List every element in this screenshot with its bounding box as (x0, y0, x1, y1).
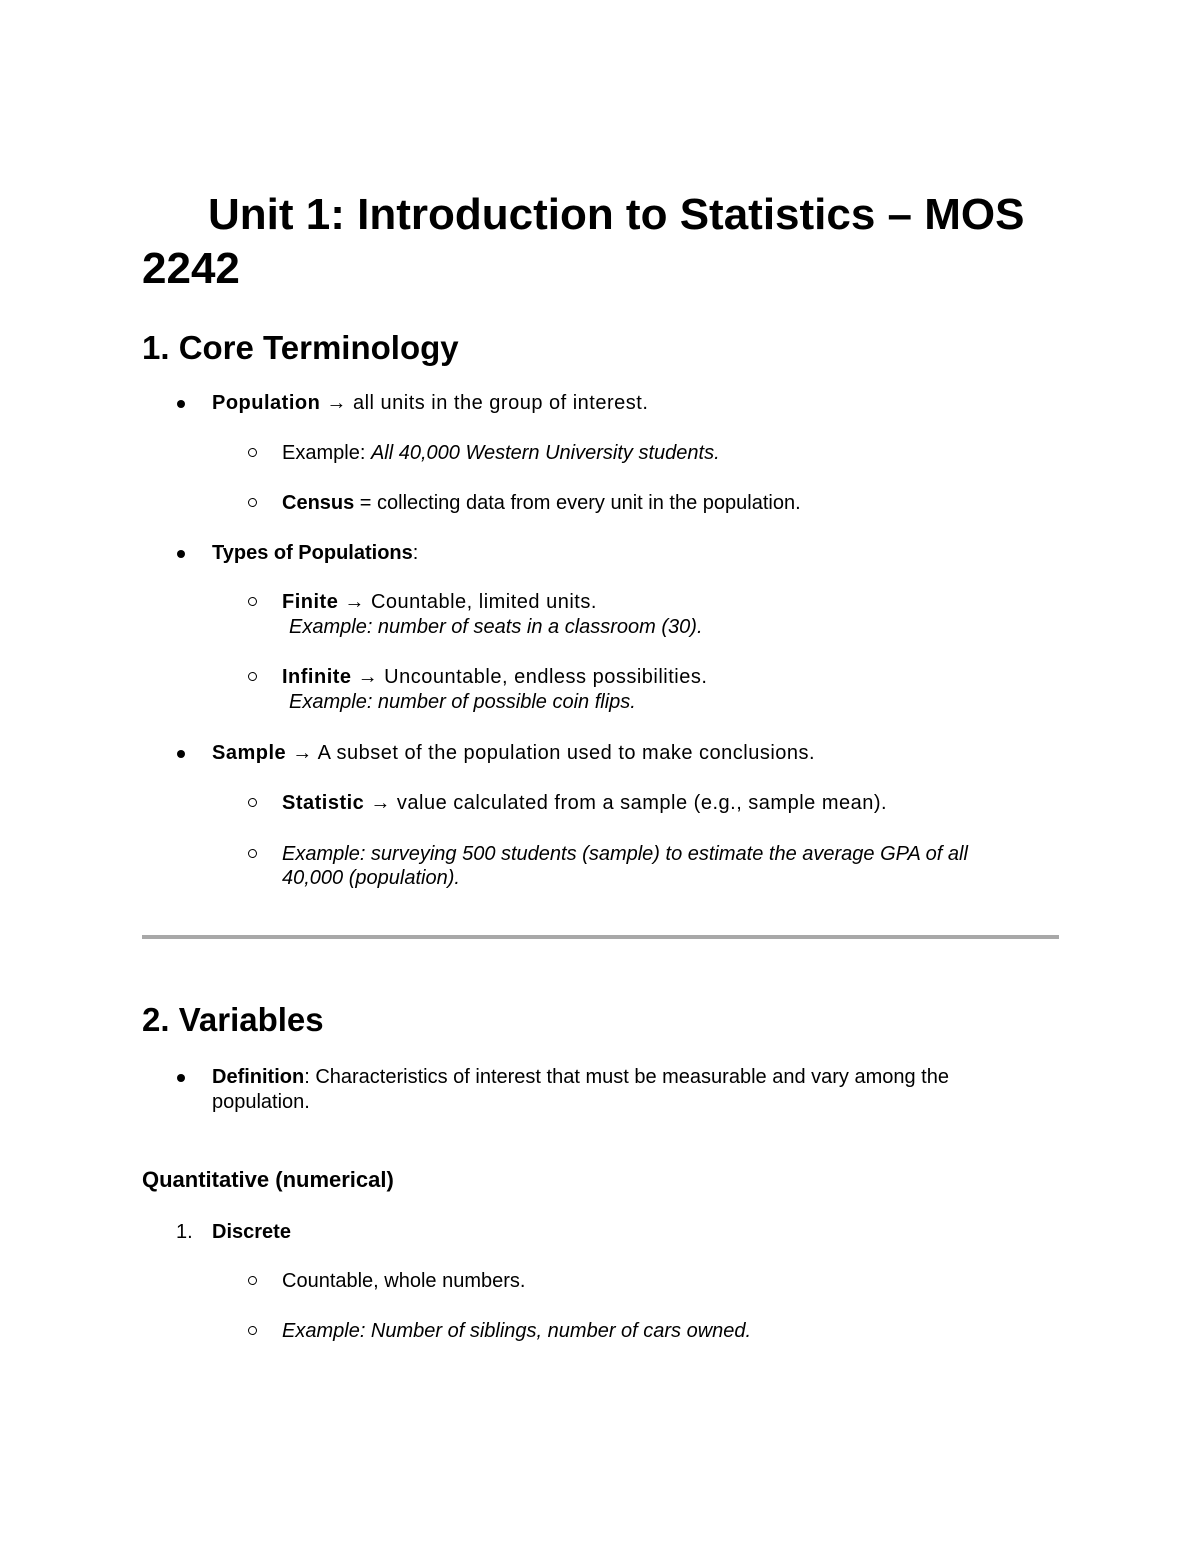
list-number: 1. (176, 1221, 193, 1243)
term-census: Census (282, 492, 355, 514)
sub-item-census (282, 490, 801, 516)
discrete-item-example: Example: Number of siblings, number of cars owned. (282, 1320, 752, 1342)
sample-example-line-2: 40,000 (population). (282, 867, 460, 889)
term-types-of-populations: Types of Populations (212, 542, 413, 564)
list-item-types-of-populations (212, 540, 418, 566)
bullet-circle-icon (248, 498, 257, 507)
bullet-dot-icon (177, 400, 185, 408)
subheading-quantitative: Quantitative (numerical) (142, 1167, 394, 1192)
sample-example-line-1: Example: surveying 500 students (sample) to estimate the average GPA of all (282, 843, 968, 865)
list-item-population (212, 390, 648, 416)
term-discrete: Discrete (212, 1221, 291, 1243)
definition-text-line-1: : Characteristics of interest that must be measurable and vary among the (304, 1066, 949, 1088)
term-infinite: Infinite (282, 666, 352, 688)
example-label: Example: (282, 442, 371, 464)
discrete-item-countable: Countable, whole numbers. (282, 1270, 526, 1292)
bullet-circle-icon (248, 1276, 257, 1285)
definition-finite: → Countable, limited units. (338, 591, 597, 613)
sub-item-population-example (282, 440, 720, 466)
sub-item-infinite (282, 664, 707, 690)
list-item-sample (212, 740, 815, 766)
bullet-circle-icon (248, 1326, 257, 1335)
section-heading-core-terminology: 1. Core Terminology (142, 329, 459, 366)
definition-text-line-2: population. (212, 1091, 310, 1113)
section-heading-variables: 2. Variables (142, 1001, 324, 1038)
term-population: Population (212, 392, 321, 414)
finite-example: Example: number of seats in a classroom (30). (289, 616, 703, 638)
definition-statistic: → value calculated from a sample (e.g., sample mean). (364, 792, 888, 814)
bullet-circle-icon (248, 597, 257, 606)
definition-population: → all units in the group of interest. (320, 392, 649, 414)
bullet-dot-icon (177, 550, 185, 558)
term-sample: Sample (212, 742, 287, 764)
colon: : (412, 542, 419, 564)
term-definition: Definition (212, 1066, 305, 1088)
term-statistic: Statistic (282, 792, 365, 814)
sub-item-finite (282, 589, 597, 615)
bullet-circle-icon (248, 798, 257, 807)
bullet-circle-icon (248, 849, 257, 858)
bullet-dot-icon (177, 750, 185, 758)
bullet-circle-icon (248, 448, 257, 457)
term-finite: Finite (282, 591, 339, 613)
definition-infinite: → Uncountable, endless possibilities. (351, 666, 708, 688)
infinite-example: Example: number of possible coin flips. (289, 691, 636, 713)
list-item-definition (212, 1064, 949, 1090)
definition-census: = collecting data from every unit in the population. (354, 492, 801, 514)
definition-sample: → A subset of the population used to make conclusions. (286, 742, 816, 764)
horizontal-divider (142, 935, 1059, 939)
document-title-text: Unit 1: Introduction to Statistics – MOS 2242 (142, 190, 1025, 293)
example-text: All 40,000 Western University students. (370, 442, 720, 464)
sub-item-statistic (282, 790, 887, 816)
document-title (142, 188, 1062, 296)
bullet-circle-icon (248, 672, 257, 681)
bullet-dot-icon (177, 1074, 185, 1082)
